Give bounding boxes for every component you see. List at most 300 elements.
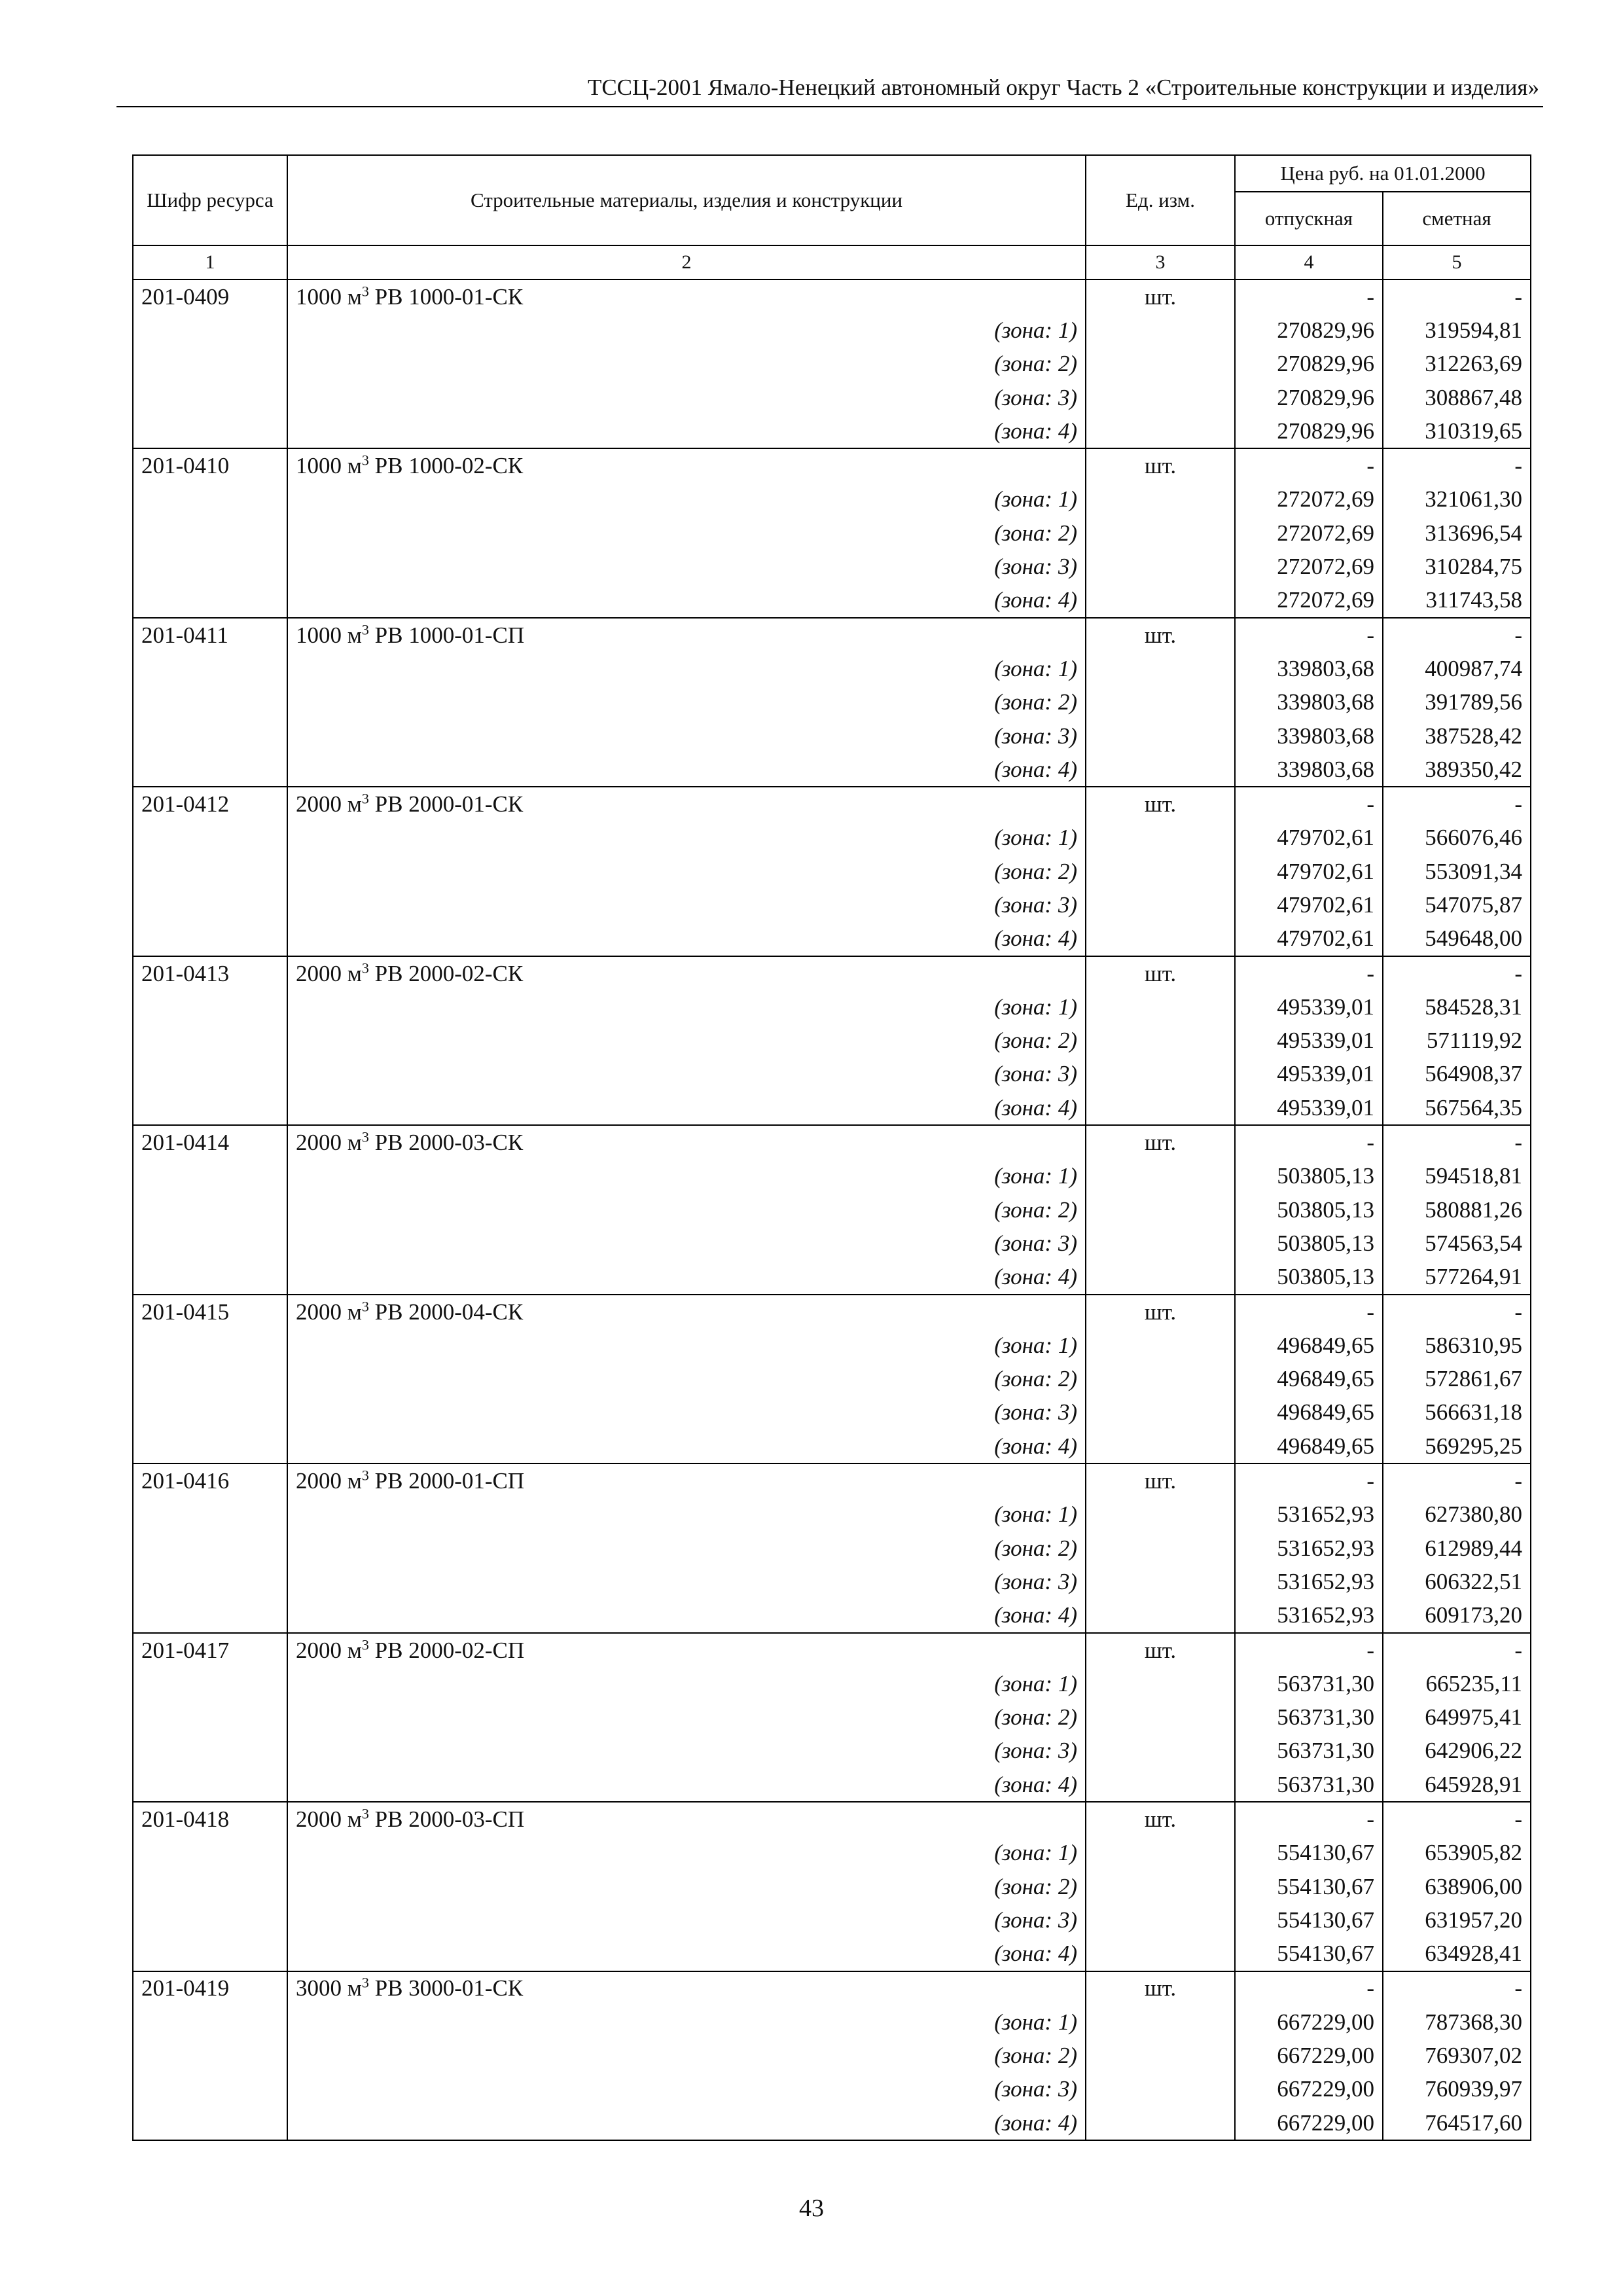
empty-cell [133, 2039, 287, 2072]
unit-exponent: 3 [361, 790, 369, 807]
resource-code: 201-0419 [133, 1971, 287, 2005]
resource-code: 201-0415 [133, 1295, 287, 1329]
zone-label: (зона: 4) [287, 584, 1086, 618]
resource-code: 201-0411 [133, 618, 287, 652]
resource-row [133, 956, 1531, 990]
resource-code: 201-0416 [133, 1463, 287, 1498]
release-price-dash: - [1235, 1971, 1383, 2005]
col-number: 3 [1086, 245, 1235, 279]
empty-cell [1086, 2073, 1235, 2106]
release-price: 339803,68 [1235, 753, 1383, 787]
estimate-price: 313696,54 [1383, 516, 1531, 550]
zone-label: (зона: 1) [287, 2005, 1086, 2039]
resource-unit: шт. [1086, 1295, 1235, 1329]
resource-name [287, 1125, 1086, 1159]
empty-cell [1086, 686, 1235, 719]
estimate-price: 308867,48 [1383, 381, 1531, 414]
zone-label: (зона: 1) [287, 1160, 1086, 1193]
zone-row [133, 1058, 1531, 1091]
zone-label: (зона: 4) [287, 1768, 1086, 1802]
resource-volume: 1000 м [296, 622, 362, 648]
estimate-price-dash: - [1383, 1971, 1531, 2005]
release-price: 563731,30 [1235, 1667, 1383, 1700]
empty-cell [1086, 1024, 1235, 1058]
unit-exponent: 3 [361, 1297, 369, 1314]
empty-cell [133, 1700, 287, 1734]
resource-model: РВ 2000-03-СК [374, 1130, 524, 1156]
empty-cell [133, 414, 287, 448]
zone-label: (зона: 3) [287, 2073, 1086, 2106]
resource-volume: 3000 м [296, 1975, 362, 2001]
resource-model: РВ 1000-01-СП [374, 622, 525, 648]
zone-label: (зона: 2) [287, 1363, 1086, 1396]
resource-code: 201-0413 [133, 956, 287, 990]
estimate-price-dash: - [1383, 448, 1531, 482]
zone-row [133, 1565, 1531, 1598]
estimate-price: 310284,75 [1383, 550, 1531, 583]
zone-label: (зона: 2) [287, 1870, 1086, 1903]
zone-label: (зона: 2) [287, 686, 1086, 719]
release-price: 339803,68 [1235, 686, 1383, 719]
zone-row [133, 1193, 1531, 1227]
unit-exponent: 3 [361, 959, 369, 976]
release-price: 479702,61 [1235, 922, 1383, 956]
zone-label: (зона: 3) [287, 1903, 1086, 1937]
zone-label: (зона: 2) [287, 1700, 1086, 1734]
estimate-price: 760939,97 [1383, 2073, 1531, 2106]
zone-row [133, 314, 1531, 347]
empty-cell [1086, 1429, 1235, 1463]
zone-row [133, 483, 1531, 516]
release-price-dash: - [1235, 1802, 1383, 1836]
estimate-price: 391789,56 [1383, 686, 1531, 719]
empty-cell [133, 652, 287, 685]
empty-cell [133, 1329, 287, 1362]
estimate-price: 649975,41 [1383, 1700, 1531, 1734]
estimate-price: 612989,44 [1383, 1532, 1531, 1565]
empty-cell [1086, 888, 1235, 922]
resource-row [133, 1971, 1531, 2005]
estimate-price: 606322,51 [1383, 1565, 1531, 1598]
release-price: 503805,13 [1235, 1227, 1383, 1260]
zone-row [133, 1837, 1531, 1870]
release-price: 270829,96 [1235, 381, 1383, 414]
resource-row [133, 1295, 1531, 1329]
empty-cell [1086, 516, 1235, 550]
empty-cell [133, 2073, 287, 2106]
zone-label: (зона: 3) [287, 1227, 1086, 1260]
empty-cell [133, 686, 287, 719]
release-price-dash: - [1235, 1125, 1383, 1159]
col-header-estimate: сметная [1383, 192, 1531, 245]
release-price-dash: - [1235, 618, 1383, 652]
empty-cell [1086, 1768, 1235, 1802]
estimate-price: 321061,30 [1383, 483, 1531, 516]
estimate-price: 642906,22 [1383, 1734, 1531, 1768]
estimate-price: 764517,60 [1383, 2106, 1531, 2140]
estimate-price-dash: - [1383, 1125, 1531, 1159]
empty-cell [1086, 2039, 1235, 2072]
zone-label: (зона: 2) [287, 348, 1086, 381]
resource-volume: 2000 м [296, 1468, 362, 1494]
unit-exponent: 3 [361, 1467, 369, 1484]
estimate-price: 586310,95 [1383, 1329, 1531, 1362]
estimate-price: 577264,91 [1383, 1261, 1531, 1295]
resource-unit: шт. [1086, 1125, 1235, 1159]
resource-code: 201-0412 [133, 787, 287, 821]
empty-cell [133, 1160, 287, 1193]
zone-row [133, 1768, 1531, 1802]
empty-cell [133, 550, 287, 583]
release-price: 531652,93 [1235, 1565, 1383, 1598]
zone-row [133, 1498, 1531, 1532]
zone-label: (зона: 2) [287, 2039, 1086, 2072]
estimate-price: 580881,26 [1383, 1193, 1531, 1227]
empty-cell [1086, 1565, 1235, 1598]
zone-label: (зона: 4) [287, 1937, 1086, 1971]
zone-label: (зона: 1) [287, 483, 1086, 516]
empty-cell [1086, 1091, 1235, 1125]
release-price: 531652,93 [1235, 1599, 1383, 1633]
zone-row [133, 1329, 1531, 1362]
col-number: 1 [133, 245, 287, 279]
estimate-price-dash: - [1383, 1463, 1531, 1498]
empty-cell [133, 1667, 287, 1700]
zone-row [133, 2106, 1531, 2140]
empty-cell [133, 1599, 287, 1633]
zone-row [133, 1532, 1531, 1565]
release-price: 503805,13 [1235, 1160, 1383, 1193]
zone-row [133, 1091, 1531, 1125]
estimate-price: 569295,25 [1383, 1429, 1531, 1463]
resource-model: РВ 2000-02-СК [374, 960, 524, 986]
unit-exponent: 3 [361, 1636, 369, 1653]
zone-label: (зона: 3) [287, 1734, 1086, 1768]
zone-label: (зона: 1) [287, 821, 1086, 855]
resource-unit: шт. [1086, 1463, 1235, 1498]
zone-row [133, 1396, 1531, 1429]
empty-cell [1086, 1329, 1235, 1362]
zone-label: (зона: 4) [287, 922, 1086, 956]
estimate-price: 572861,67 [1383, 1363, 1531, 1396]
zone-row [133, 1700, 1531, 1734]
empty-cell [1086, 1837, 1235, 1870]
resource-unit: шт. [1086, 448, 1235, 482]
release-price: 495339,01 [1235, 1058, 1383, 1091]
resource-model: РВ 2000-03-СП [374, 1806, 525, 1832]
estimate-price: 566631,18 [1383, 1396, 1531, 1429]
release-price: 272072,69 [1235, 550, 1383, 583]
unit-exponent: 3 [361, 1805, 369, 1822]
zone-label: (зона: 3) [287, 381, 1086, 414]
running-header [116, 71, 1543, 107]
resource-code: 201-0414 [133, 1125, 287, 1159]
resource-unit: шт. [1086, 279, 1235, 314]
col-header-name: Строительные материалы, изделия и конструкции [287, 155, 1086, 245]
release-price: 495339,01 [1235, 1091, 1383, 1125]
empty-cell [133, 719, 287, 753]
col-number: 5 [1383, 245, 1531, 279]
release-price: 667229,00 [1235, 2005, 1383, 2039]
estimate-price: 387528,42 [1383, 719, 1531, 753]
zone-label: (зона: 3) [287, 550, 1086, 583]
zone-row [133, 888, 1531, 922]
resource-name [287, 956, 1086, 990]
zone-row [133, 1160, 1531, 1193]
resource-model: РВ 1000-01-СК [374, 283, 524, 310]
empty-cell [1086, 1227, 1235, 1260]
estimate-price: 310319,65 [1383, 414, 1531, 448]
empty-cell [1086, 855, 1235, 888]
zone-label: (зона: 1) [287, 652, 1086, 685]
estimate-price-dash: - [1383, 279, 1531, 314]
estimate-price-dash: - [1383, 618, 1531, 652]
zone-label: (зона: 3) [287, 1396, 1086, 1429]
resource-name [287, 1802, 1086, 1836]
release-price: 667229,00 [1235, 2106, 1383, 2140]
release-price: 272072,69 [1235, 516, 1383, 550]
release-price: 495339,01 [1235, 1024, 1383, 1058]
resource-row [133, 1633, 1531, 1667]
release-price: 479702,61 [1235, 821, 1383, 855]
empty-cell [133, 483, 287, 516]
estimate-price: 571119,92 [1383, 1024, 1531, 1058]
empty-cell [133, 2106, 287, 2140]
empty-cell [1086, 1160, 1235, 1193]
estimate-price: 549648,00 [1383, 922, 1531, 956]
zone-label: (зона: 1) [287, 1498, 1086, 1532]
empty-cell [1086, 1058, 1235, 1091]
empty-cell [133, 1227, 287, 1260]
resource-volume: 2000 м [296, 1299, 362, 1325]
zone-label: (зона: 3) [287, 719, 1086, 753]
estimate-price: 567564,35 [1383, 1091, 1531, 1125]
zone-label: (зона: 4) [287, 1261, 1086, 1295]
empty-cell [1086, 314, 1235, 347]
empty-cell [133, 1058, 287, 1091]
empty-cell [1086, 1734, 1235, 1768]
zone-label: (зона: 4) [287, 2106, 1086, 2140]
release-price-dash: - [1235, 448, 1383, 482]
empty-cell [1086, 821, 1235, 855]
zone-label: (зона: 4) [287, 414, 1086, 448]
empty-cell [133, 888, 287, 922]
release-price: 531652,93 [1235, 1532, 1383, 1565]
zone-row [133, 1903, 1531, 1937]
zone-label: (зона: 2) [287, 516, 1086, 550]
empty-cell [133, 314, 287, 347]
estimate-price: 638906,00 [1383, 1870, 1531, 1903]
zone-row [133, 753, 1531, 787]
zone-row [133, 1024, 1531, 1058]
col-number: 4 [1235, 245, 1383, 279]
table-head [133, 155, 1531, 279]
release-price: 479702,61 [1235, 855, 1383, 888]
zone-row [133, 686, 1531, 719]
empty-cell [133, 1532, 287, 1565]
empty-cell [133, 516, 287, 550]
zone-row [133, 2005, 1531, 2039]
empty-cell [1086, 1532, 1235, 1565]
zone-row [133, 821, 1531, 855]
empty-cell [133, 753, 287, 787]
release-price: 272072,69 [1235, 584, 1383, 618]
estimate-price: 566076,46 [1383, 821, 1531, 855]
zone-row [133, 719, 1531, 753]
zone-row [133, 1667, 1531, 1700]
empty-cell [133, 922, 287, 956]
empty-cell [133, 1870, 287, 1903]
release-price: 496849,65 [1235, 1429, 1383, 1463]
resource-unit: шт. [1086, 1971, 1235, 2005]
empty-cell [133, 1903, 287, 1937]
estimate-price: 645928,91 [1383, 1768, 1531, 1802]
zone-label: (зона: 2) [287, 855, 1086, 888]
release-price: 503805,13 [1235, 1193, 1383, 1227]
empty-cell [1086, 550, 1235, 583]
release-price: 531652,93 [1235, 1498, 1383, 1532]
estimate-price: 553091,34 [1383, 855, 1531, 888]
estimate-price: 400987,74 [1383, 652, 1531, 685]
resource-volume: 1000 м [296, 453, 362, 479]
empty-cell [1086, 1396, 1235, 1429]
empty-cell [133, 1091, 287, 1125]
empty-cell [1086, 1261, 1235, 1295]
zone-row [133, 1870, 1531, 1903]
empty-cell [133, 1429, 287, 1463]
zone-label: (зона: 4) [287, 1599, 1086, 1633]
zone-row [133, 855, 1531, 888]
zone-row [133, 348, 1531, 381]
zone-label: (зона: 3) [287, 1565, 1086, 1598]
empty-cell [1086, 2005, 1235, 2039]
estimate-price: 574563,54 [1383, 1227, 1531, 1260]
release-price: 667229,00 [1235, 2039, 1383, 2072]
zone-row [133, 652, 1531, 685]
zone-row [133, 381, 1531, 414]
estimate-price-dash: - [1383, 787, 1531, 821]
release-price: 270829,96 [1235, 348, 1383, 381]
zone-label: (зона: 3) [287, 1058, 1086, 1091]
zone-label: (зона: 4) [287, 753, 1086, 787]
unit-exponent: 3 [361, 620, 369, 637]
column-number-row [133, 245, 1531, 279]
estimate-price: 547075,87 [1383, 888, 1531, 922]
empty-cell [1086, 1870, 1235, 1903]
empty-cell [1086, 1193, 1235, 1227]
zone-label: (зона: 1) [287, 1329, 1086, 1362]
resource-name [287, 1463, 1086, 1498]
col-header-price-group: Цена руб. на 01.01.2000 [1235, 155, 1531, 192]
estimate-price: 319594,81 [1383, 314, 1531, 347]
empty-cell [1086, 1667, 1235, 1700]
zone-row [133, 990, 1531, 1024]
empty-cell [133, 584, 287, 618]
zone-label: (зона: 1) [287, 314, 1086, 347]
estimate-price: 564908,37 [1383, 1058, 1531, 1091]
empty-cell [1086, 414, 1235, 448]
empty-cell [1086, 922, 1235, 956]
zone-row [133, 1937, 1531, 1971]
empty-cell [1086, 1498, 1235, 1532]
resource-model: РВ 3000-01-СК [374, 1975, 524, 2001]
release-price: 563731,30 [1235, 1768, 1383, 1802]
empty-cell [1086, 483, 1235, 516]
resource-volume: 2000 м [296, 1806, 362, 1832]
zone-row [133, 1734, 1531, 1768]
empty-cell [133, 1937, 287, 1971]
estimate-price-dash: - [1383, 1633, 1531, 1667]
empty-cell [133, 1024, 287, 1058]
resource-model: РВ 2000-01-СП [374, 1468, 525, 1494]
empty-cell [133, 1498, 287, 1532]
unit-exponent: 3 [361, 1128, 369, 1145]
release-price: 554130,67 [1235, 1903, 1383, 1937]
price-table [132, 154, 1531, 2141]
estimate-price-dash: - [1383, 1802, 1531, 1836]
empty-cell [1086, 1363, 1235, 1396]
empty-cell [133, 1363, 287, 1396]
empty-cell [133, 348, 287, 381]
zone-label: (зона: 1) [287, 1667, 1086, 1700]
zone-row [133, 1599, 1531, 1633]
resource-model: РВ 1000-02-СК [374, 453, 524, 479]
resource-volume: 2000 м [296, 960, 362, 986]
zone-label: (зона: 1) [287, 990, 1086, 1024]
empty-cell [1086, 1937, 1235, 1971]
zone-label: (зона: 4) [287, 1429, 1086, 1463]
empty-cell [1086, 2106, 1235, 2140]
empty-cell [1086, 652, 1235, 685]
zone-row [133, 414, 1531, 448]
resource-name [287, 618, 1086, 652]
resource-name [287, 1295, 1086, 1329]
empty-cell [133, 381, 287, 414]
zone-label: (зона: 4) [287, 1091, 1086, 1125]
release-price: 272072,69 [1235, 483, 1383, 516]
zone-label: (зона: 3) [287, 888, 1086, 922]
release-price: 563731,30 [1235, 1734, 1383, 1768]
zone-row [133, 1429, 1531, 1463]
release-price: 495339,01 [1235, 990, 1383, 1024]
estimate-price: 584528,31 [1383, 990, 1531, 1024]
empty-cell [133, 2005, 287, 2039]
zone-row [133, 1227, 1531, 1260]
resource-row [133, 279, 1531, 314]
table-body [133, 279, 1531, 2140]
resource-model: РВ 2000-02-СП [374, 1637, 525, 1663]
release-price: 479702,61 [1235, 888, 1383, 922]
resource-name [287, 279, 1086, 314]
empty-cell [1086, 1700, 1235, 1734]
release-price: 667229,00 [1235, 2073, 1383, 2106]
zone-label: (зона: 2) [287, 1024, 1086, 1058]
estimate-price: 389350,42 [1383, 753, 1531, 787]
estimate-price: 627380,80 [1383, 1498, 1531, 1532]
resource-row [133, 1802, 1531, 1836]
unit-exponent: 3 [361, 452, 369, 469]
estimate-price: 665235,11 [1383, 1667, 1531, 1700]
release-price-dash: - [1235, 1463, 1383, 1498]
col-header-code: Шифр ресурса [133, 155, 287, 245]
release-price: 554130,67 [1235, 1837, 1383, 1870]
estimate-price: 787368,30 [1383, 2005, 1531, 2039]
resource-unit: шт. [1086, 787, 1235, 821]
resource-row [133, 1125, 1531, 1159]
resource-name [287, 1633, 1086, 1667]
empty-cell [133, 1565, 287, 1598]
release-price: 339803,68 [1235, 719, 1383, 753]
